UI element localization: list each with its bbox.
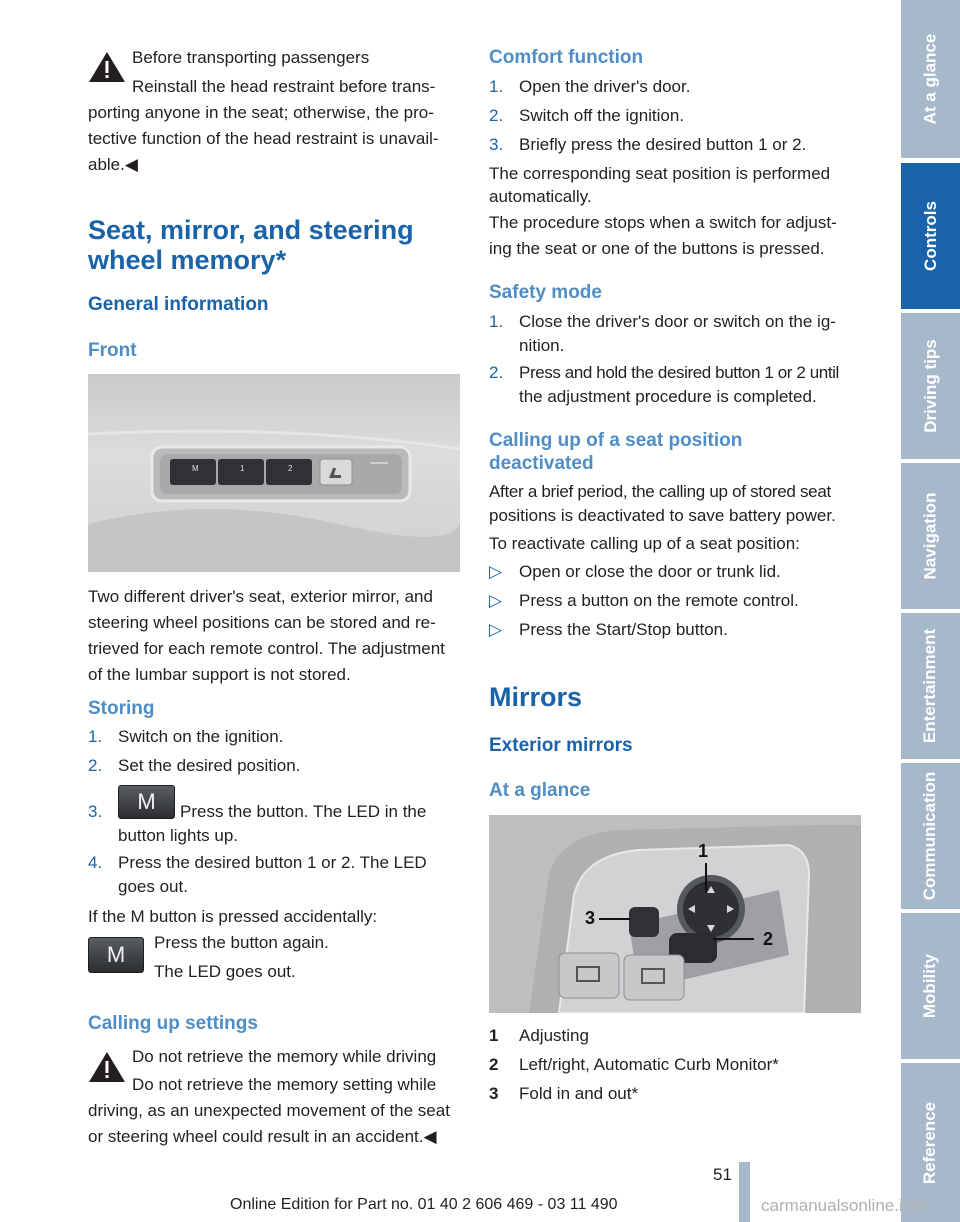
- step-text: nition.: [519, 336, 565, 355]
- memory-button-1: 1: [240, 464, 245, 473]
- step-text: button lights up.: [118, 826, 239, 845]
- page-number: 51: [713, 1165, 732, 1184]
- subsection-title: General information: [88, 294, 269, 315]
- step-text: goes out.: [118, 877, 188, 896]
- tab-reference[interactable]: Reference: [901, 1063, 960, 1222]
- paragraph-line: If the M button is pressed accidentally:: [88, 907, 378, 926]
- callout-2: 2: [763, 929, 774, 949]
- heading-deactivated: deactivated: [489, 453, 594, 474]
- paragraph-line: The LED goes out.: [154, 962, 296, 981]
- mirror-switch-illustration: [489, 815, 861, 1013]
- memory-buttons-photo: [88, 374, 460, 572]
- edition-footer: Online Edition for Part no. 01 40 2 606 469 - 03 11 490: [230, 1196, 618, 1213]
- paragraph-line: To reactivate calling up of a seat position:: [489, 534, 800, 553]
- heading-calling-up: Calling up settings: [88, 1013, 258, 1034]
- step-text: Press the button. The LED in the: [180, 802, 427, 821]
- paragraph-line: Two different driver's seat, exterior mirror, and: [88, 587, 433, 606]
- callout-1: 1: [698, 841, 709, 861]
- paragraph-line: steering wheel positions can be stored and re‐: [88, 613, 436, 632]
- paragraph-line: The procedure stops when a switch for adjust‐: [489, 213, 837, 232]
- warning-title: Do not retrieve the memory while driving: [132, 1047, 437, 1066]
- memory-button-2: 2: [288, 464, 293, 473]
- tab-controls[interactable]: Controls: [901, 163, 960, 309]
- m-button-icon: M: [118, 785, 175, 819]
- heading-storing: Storing: [88, 698, 155, 719]
- tab-entertainment[interactable]: Entertainment: [901, 613, 960, 759]
- door-panel-illustration: [88, 374, 460, 572]
- section-title: Seat, mirror, and steering: [88, 215, 414, 245]
- bullet-marker: ▷: [489, 562, 503, 581]
- heading-deactivated: Calling up of a seat position: [489, 430, 743, 451]
- subsection-title: Exterior mirrors: [489, 735, 633, 756]
- tab-navigation[interactable]: Navigation: [901, 463, 960, 609]
- paragraph-line: After a brief period, the calling up of stored seat: [489, 482, 831, 501]
- paragraph-line: The corresponding seat position is performed: [489, 164, 831, 183]
- tab-mobility[interactable]: Mobility: [901, 913, 960, 1059]
- memory-button-m: M: [192, 464, 199, 473]
- warning-text: driving, as an unexpected movement of the seat: [88, 1101, 450, 1120]
- paragraph-line: automatically.: [489, 187, 592, 206]
- callout-3: 3: [585, 908, 596, 928]
- paragraph-line: Press the button again.: [154, 933, 329, 952]
- tab-driving-tips[interactable]: Driving tips: [901, 313, 960, 459]
- bullet-marker: ▷: [489, 591, 503, 610]
- paragraph-line: ing the seat or one of the buttons is pressed.: [489, 239, 825, 258]
- paragraph-line: trieved for each remote control. The adjustment: [88, 639, 445, 658]
- warning-triangle-icon: [88, 50, 126, 84]
- watermark: carmanualsonline.info: [761, 1196, 927, 1215]
- tab-at-a-glance[interactable]: At a glance: [901, 0, 960, 158]
- bullet-marker: ▷: [489, 620, 503, 639]
- mirror-switch-photo: [489, 815, 861, 1013]
- warning-title: Before transporting passengers: [132, 48, 370, 67]
- paragraph-line: positions is deactivated to save battery power.: [489, 506, 836, 525]
- heading-front: Front: [88, 340, 137, 361]
- section-title: wheel memory*: [88, 245, 287, 275]
- chapter-tabs: [901, 0, 960, 1222]
- heading-comfort: Comfort function: [489, 47, 644, 68]
- warning-triangle-icon: [88, 1050, 126, 1084]
- warning-text: or steering wheel could result in an accident.◀: [88, 1127, 437, 1146]
- page-marker: [739, 1162, 750, 1222]
- warning-text: porting anyone in the seat; otherwise, the pro‐: [88, 103, 434, 122]
- step-text: the adjustment procedure is completed.: [519, 387, 817, 406]
- warning-text: Reinstall the head restraint before trans‐: [132, 77, 436, 96]
- warning-text: tective function of the head restraint is unavail‐: [88, 129, 439, 148]
- heading-at-a-glance: At a glance: [489, 780, 591, 801]
- paragraph-line: of the lumbar support is not stored.: [88, 665, 351, 684]
- section-title: Mirrors: [489, 682, 583, 712]
- warning-text: able.◀: [88, 155, 138, 174]
- heading-safety-mode: Safety mode: [489, 282, 602, 303]
- tab-communication[interactable]: Communication: [901, 763, 960, 909]
- warning-text: Do not retrieve the memory setting while: [132, 1075, 437, 1094]
- m-button-icon: M: [88, 937, 144, 973]
